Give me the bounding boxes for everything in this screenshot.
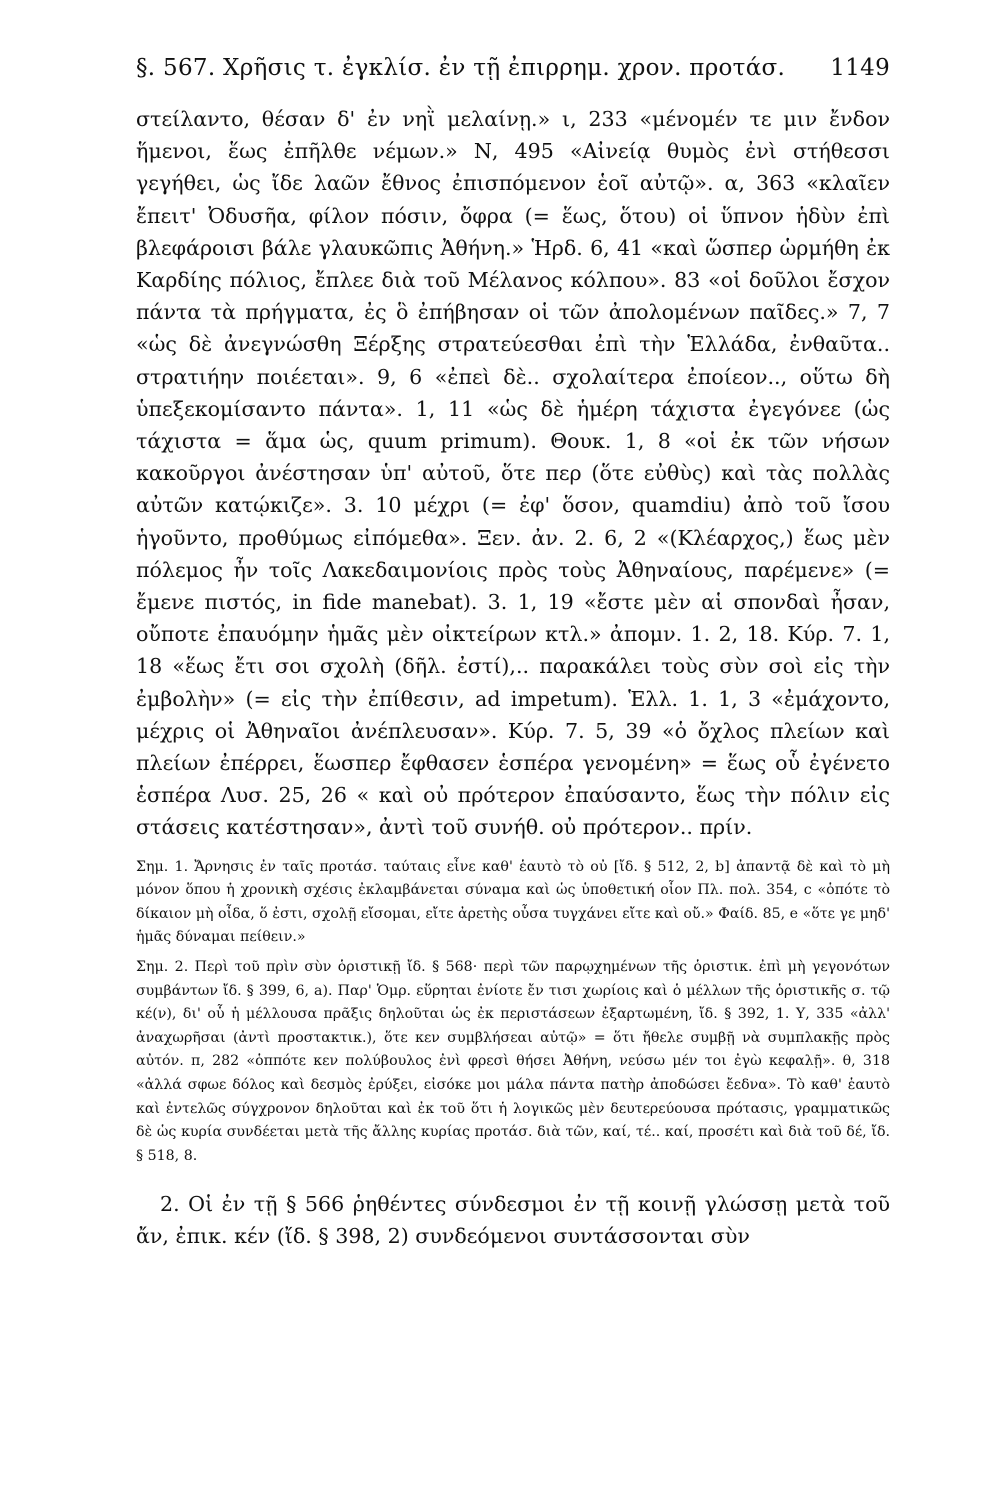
main-paragraph: στείλαντο, θέσαν δ' ἐν νηῒ μελαίνῃ.» ι, 233 «μένομέν τε μιν ἔνδον ἥμενοι, ἕως ἐπῆλθε νέμων.» Ν, 495 «Αἰνείᾳ θυμὸς ἐνὶ στήθεσσι γεγήθει, ὡς ἴδε λαῶν ἔθνος ἐπισπόμενον ἑοῖ αὐτῷ». α, 363 «κλαῖεν ἔπειτ' Ὀδυσῆα, φίλον πόσιν, ὄφρα (= ἕως, ὅτου) οἱ ὕπνον ἡδὺν ἐπὶ βλεφάροισι βάλε γλαυκῶπις Ἀθήνη.» Ἡρδ. 6, 41 «καὶ ὥσπερ ὡρμήθη ἐκ Καρδίης πόλιος, ἔπλεε διὰ τοῦ Μέλανος κόλπου». 83 «οἱ δοῦλοι ἔσχον πάντα τὰ πρήγματα, ἐς ὃ ἐπήβησαν οἱ τῶν ἀπολομένων παῖδες.» 7, 7 «ὡς δὲ ἀνεγνώσθη Ξέρξης στρατεύεσθαι ἐπὶ τὴν Ἑλλάδα, ἐνθαῦτα.. στρατιήην ποιέεται». 9, 6 «ἐπεὶ δὲ.. σχολαίτερα ἐποίεον.., οὕτω δὴ ὑπεξεκομίσαντο πάντα». 1, 11 «ὡς δὲ ἡμέρη τάχιστα ἐγεγόνεε (ὡς τάχιστα = ἅμα ὡς, quum primum). Θουκ. 1, 8 «οἱ ἐκ τῶν νήσων κακοῦργοι ἀνέστησαν ὑπ' αὐτοῦ, ὅτε περ (ὅτε εὐθὺς) καὶ τὰς πολλὰς αὐτῶν κατῴκιζε». 3. 10 μέχρι (= ἐφ' ὅσον, quamdiu) ἀπὸ τοῦ ἴσου ἡγοῦντο, προθύμως εἰπόμεθα». Ξεν. ἀν. 2. 6, 2 «(Κλέαρχος,) ἕως μὲν πόλεμος ἦν τοῖς Λακεδαιμονίοις πρὸς τοὺς Ἀθηναίους, παρέμενε» (= ἔμενε πιστός, in fide manebat). 3. 1, 19 «ἔστε μὲν αἱ σπονδαὶ ἦσαν, οὔποτε ἐπαυόμην ἡμᾶς μὲν οἰκτείρων κτλ.» ἀπομν. 1. 2, 18. Κύρ. 7. 1, 18 «ἕως ἔτι σοι σχολὴ (δῆλ. ἐστί),.. παρακάλει τοὺς σὺν σοὶ εἰς τὴν ἐμβολὴν» (= εἰς τὴν ἐπίθεσιν, ad impetum). Ἑλλ. 1. 1, 3 «ἐμάχοντο, μέχρις οἱ Ἀθηναῖοι ἀνέπλευσαν». Κύρ. 7. 5, 39 «ὁ ὄχλος πλείων καὶ πλείων ἐπέρρει, ἕωσπερ ἔφθασεν ἑσπέρα γενομένη» = ἕως οὗ ἐγένετο ἑσπέρα Λυσ. 25, 26 « καὶ οὐ πρότερον ἐπαύσαντο, ἕως τὴν πόλιν εἰς στάσεις κατέστησαν», ἀντὶ τοῦ συνήθ. οὐ πρότερον.. πρίν. <box>136 107 890 840</box>
footnotes <box>136 856 890 1169</box>
note-1: Σημ. 1. Ἄρνησις ἐν ταῖς προτάσ. ταύταις εἶνε καθ' ἑαυτὸ τὸ οὐ [ἴδ. § 512, 2, b] ἀπαντᾷ δὲ καὶ τὸ μὴ μόνον ὅπου ἡ χρονικὴ σχέσις ἐκλαμβάνεται σύναμα καὶ ὡς ὑποθετική οἷον Πλ. πολ. 354, c «ὁπότε τὸ δίκαιον μὴ οἶδα, ὅ ἐστι, σχολῇ εἴσομαι, εἴτε ἀρετὴς οὖσα τυγχάνει εἴτε καὶ οὔ.» Φαίδ. 85, e «ὅτε γε μηδ' ἡμᾶς δύναμαι πείθειν.» <box>136 858 890 946</box>
page-number: 1149 <box>830 55 890 81</box>
main-text <box>136 103 890 844</box>
running-header-title: §. 567. Χρῆσις τ. ἐγκλίσ. ἐν τῇ ἐπιρρημ. χρον. προτάσ. <box>136 55 786 81</box>
note-2: Σημ. 2. Περὶ τοῦ πρὶν σὺν ὁριστικῇ ἴδ. § 568· περὶ τῶν παρῳχημένων τῆς ὁριστικ. ἐπὶ μὴ γεγονότων συμβάντων ἴδ. § 399, 6, a). Παρ' Ὁμρ. εὕρηται ἐνίοτε ἔν τισι χωρίοις καὶ ὁ μέλλων τῆς ὁριστικῆς σ. τῷ κέ(ν), δι' οὗ ἡ μέλλουσα πρᾶξις δηλοῦται ὡς ἐκ περιστάσεων ἐξαρτωμένη, ἴδ. § 392, 1. Υ, 335 «ἀλλ' ἀναχωρῆσαι (ἀντὶ προστακτικ.), ὅτε κεν συμβλήσεαι αὐτῷ» = ὅτι ἤθελε συμβῇ νὰ συμπλακῇς πρὸς αὐτόν. π, 282 «ὁππότε κεν πολύβουλος ἐνὶ φρεσὶ θήσει Ἀθήνη, νεύσω μέν τοι ἐγὼ κεφαλῇ». θ, 318 «ἀλλά σφωε δόλος καὶ δεσμὸς ἐρύξει, εἰσόκε μοι μάλα πάντα πατὴρ ἀποδώσει ἔεδνα». Τὸ καθ' ἑαυτὸ καὶ ἐντελῶς σύγχρονον δηλοῦται καὶ ἐκ τοῦ ὅτι ἡ λογικῶς μὲν δευτερεύουσα πρότασις, γραμματικῶς δὲ ὡς κυρία συνδέεται μετὰ τῆς ἄλλης κυρίας προτάσ. διὰ τῶν, καί, τέ.. καί, προσέτι καὶ διὰ τοῦ δέ, ἴδ. § 518, 8. <box>136 959 890 1164</box>
section-2-paragraph: 2. Οἱ ἐν τῇ § 566 ῥηθέντες σύνδεσμοι ἐν τῇ κοινῇ γλώσσῃ μετὰ τοῦ ἄν, ἐπικ. κέν (ἴδ. § 398, 2) συνδεόμενοι συντάσσονται σὺν <box>136 1192 890 1249</box>
running-header <box>136 55 890 81</box>
